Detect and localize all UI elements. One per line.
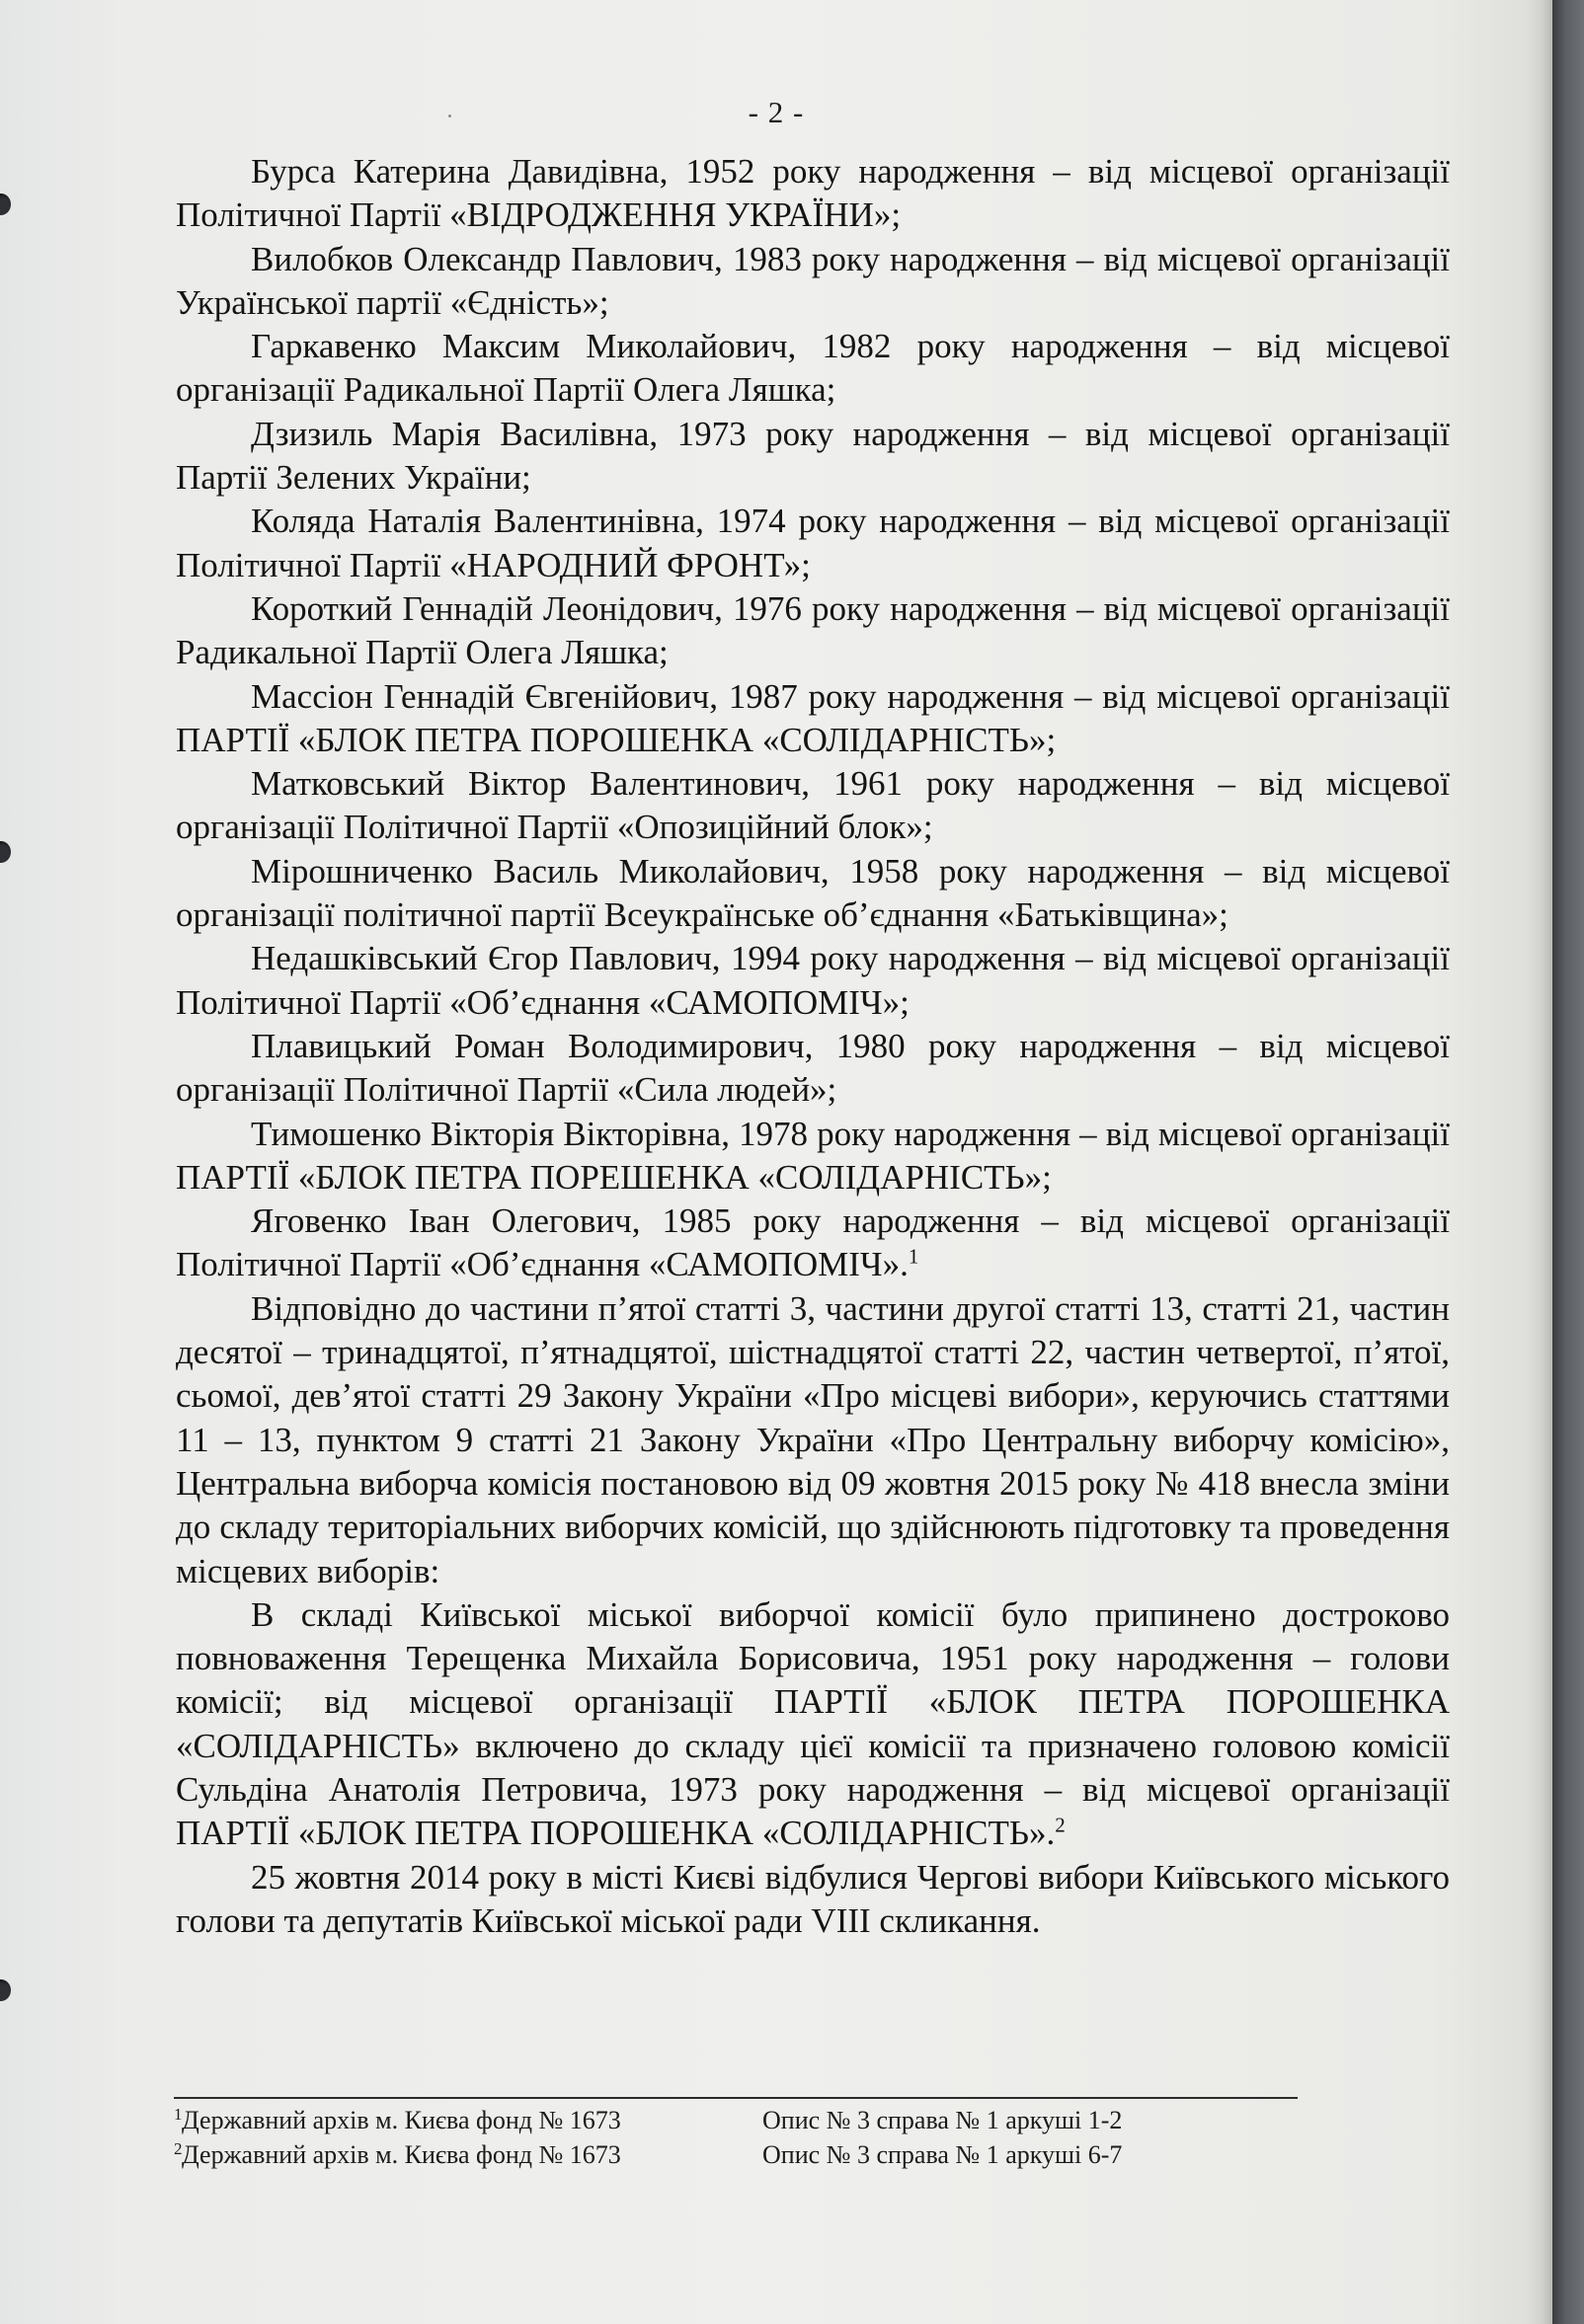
paragraph: Массіон Геннадій Євгенійович, 1987 року народження – від місцевої організації ПАРТІЇ «БЛОК ПЕТРА ПОРОШЕНКА «СОЛІДАРНІСТЬ»; (176, 676, 1450, 759)
document-body (176, 150, 1450, 1943)
scanner-background (1552, 0, 1584, 2324)
paragraph: Тимошенко Вікторія Вікторівна, 1978 року народження – від місцевої організації ПАРТІЇ «БЛОК ПЕТРА ПОРЕШЕНКА «СОЛІДАРНІСТЬ»; (176, 1114, 1450, 1197)
footnote-ref: 2 (1055, 1813, 1066, 1837)
paragraph: Недашківський Єгор Павлович, 1994 року народження – від місцевої організації Політичної Партії «Об’єднання «САМОПОМІЧ»; (176, 939, 1450, 1022)
page-edge-shadow (1527, 0, 1552, 2324)
footnote (174, 2103, 1359, 2137)
footnote-location: Опис № 3 справа № 1 аркуші 6-7 (762, 2140, 1123, 2169)
footnote-location: Опис № 3 справа № 1 аркуші 1-2 (762, 2106, 1123, 2134)
footnote-archive: Державний архів м. Києва фонд № 1673 (182, 2140, 621, 2169)
paragraph: Дзизиль Марія Василівна, 1973 року народження – від місцевої організації Партії Зелених України; (176, 414, 1450, 498)
footnote-archive: Державний архів м. Києва фонд № 1673 (182, 2106, 621, 2134)
paragraph-with-footnote (176, 1200, 1450, 1287)
paragraph-with-footnote (176, 1593, 1450, 1856)
paragraph: Матковський Віктор Валентинович, 1961 року народження – від місцевої організації Політичної Партії «Опозиційний блок»; (176, 764, 1450, 847)
footnote-ref: 1 (908, 1244, 919, 1269)
paragraph: Плавицький Роман Володимирович, 1980 року народження – від місцевої організації Політичної Партії «Сила людей»; (176, 1026, 1450, 1110)
page-number: - 2 - (748, 95, 805, 129)
paragraph-text: Яговенко Іван Олегович, 1985 року народження – від місцевої організації Політичної Партії «Об’єднання «САМОПОМІЧ». (176, 1201, 1450, 1284)
paragraph: Коляда Наталія Валентинівна, 1974 року народження – від місцевої організації Політичної Партії «НАРОДНИЙ ФРОНТ»; (176, 502, 1450, 584)
paragraph: Гаркавенко Максим Миколайович, 1982 року народження – від місцевої організації Радикальної Партії Олега Ляшка; (176, 327, 1450, 410)
paragraph-text: В складі Київської міської виборчої комісії було припинено достроково повноваження Терещенка Михайла Борисовича, 1951 року народження – голови комісії; від місцевої організації ПАРТІЇ «БЛОК ПЕТРА ПОРОШЕНКА «СОЛІДАРНІСТЬ» включено до складу цієї комісії та призначено головою комісії Сульдіна Анатолія Петровича, 1973 року народження – від місцевої організації ПАРТІЇ «БЛОК ПЕТРА ПОРОШЕНКА «СОЛІДАРНІСТЬ». (176, 1594, 1450, 1853)
paragraph: Бурса Катерина Давидівна, 1952 року народження – від місцевої організації Політичної Партії «ВІДРОДЖЕННЯ УКРАЇНИ»; (176, 152, 1450, 235)
paragraph: Вилобков Олександр Павлович, 1983 року народження – від місцевої організації Української партії «Єдність»; (176, 239, 1450, 322)
paragraph: Мірошниченко Василь Миколайович, 1958 року народження – від місцевої організації політичної партії Всеукраїнське об’єднання «Батьківщина»; (176, 851, 1450, 935)
binder-hole (0, 1979, 11, 2001)
paragraph: Відповідно до частини п’ятої статті 3, частини другої статті 13, статті 21, частин десятої – тринадцятої, п’ятнадцятої, шістнадцятої статті 22, частин четвертої, п’ятої, сьомої, дев’ятої статті 29 Закону України «Про місцеві вибори», керуючись статтями 11 – 13, пунктом 9 статті 21 Закону України «Про Центральну виборчу комісію», Центральна виборча комісія постановою від 09 жовтня 2015 року № 418 внесла зміни до складу територіальних виборчих комісій, що здійснюють підготовку та проведення місцевих виборів: (176, 1288, 1450, 1590)
paragraph: Короткий Геннадій Леонідович, 1976 року народження – від місцевої організації Радикальної Партії Олега Ляшка; (176, 588, 1450, 672)
footnotes (174, 2103, 1359, 2172)
binder-hole (0, 194, 11, 215)
footnote (174, 2137, 1359, 2172)
binder-hole (0, 841, 11, 863)
footnote-separator (174, 2097, 1298, 2099)
footnote-mark: 1 (174, 2105, 183, 2124)
paragraph: 25 жовтня 2014 року в місті Києві відбулися Чергові вибори Київського міського голови та депутатів Київської міської ради VIII скликання. (176, 1857, 1450, 1940)
footnote-mark: 2 (174, 2139, 183, 2158)
